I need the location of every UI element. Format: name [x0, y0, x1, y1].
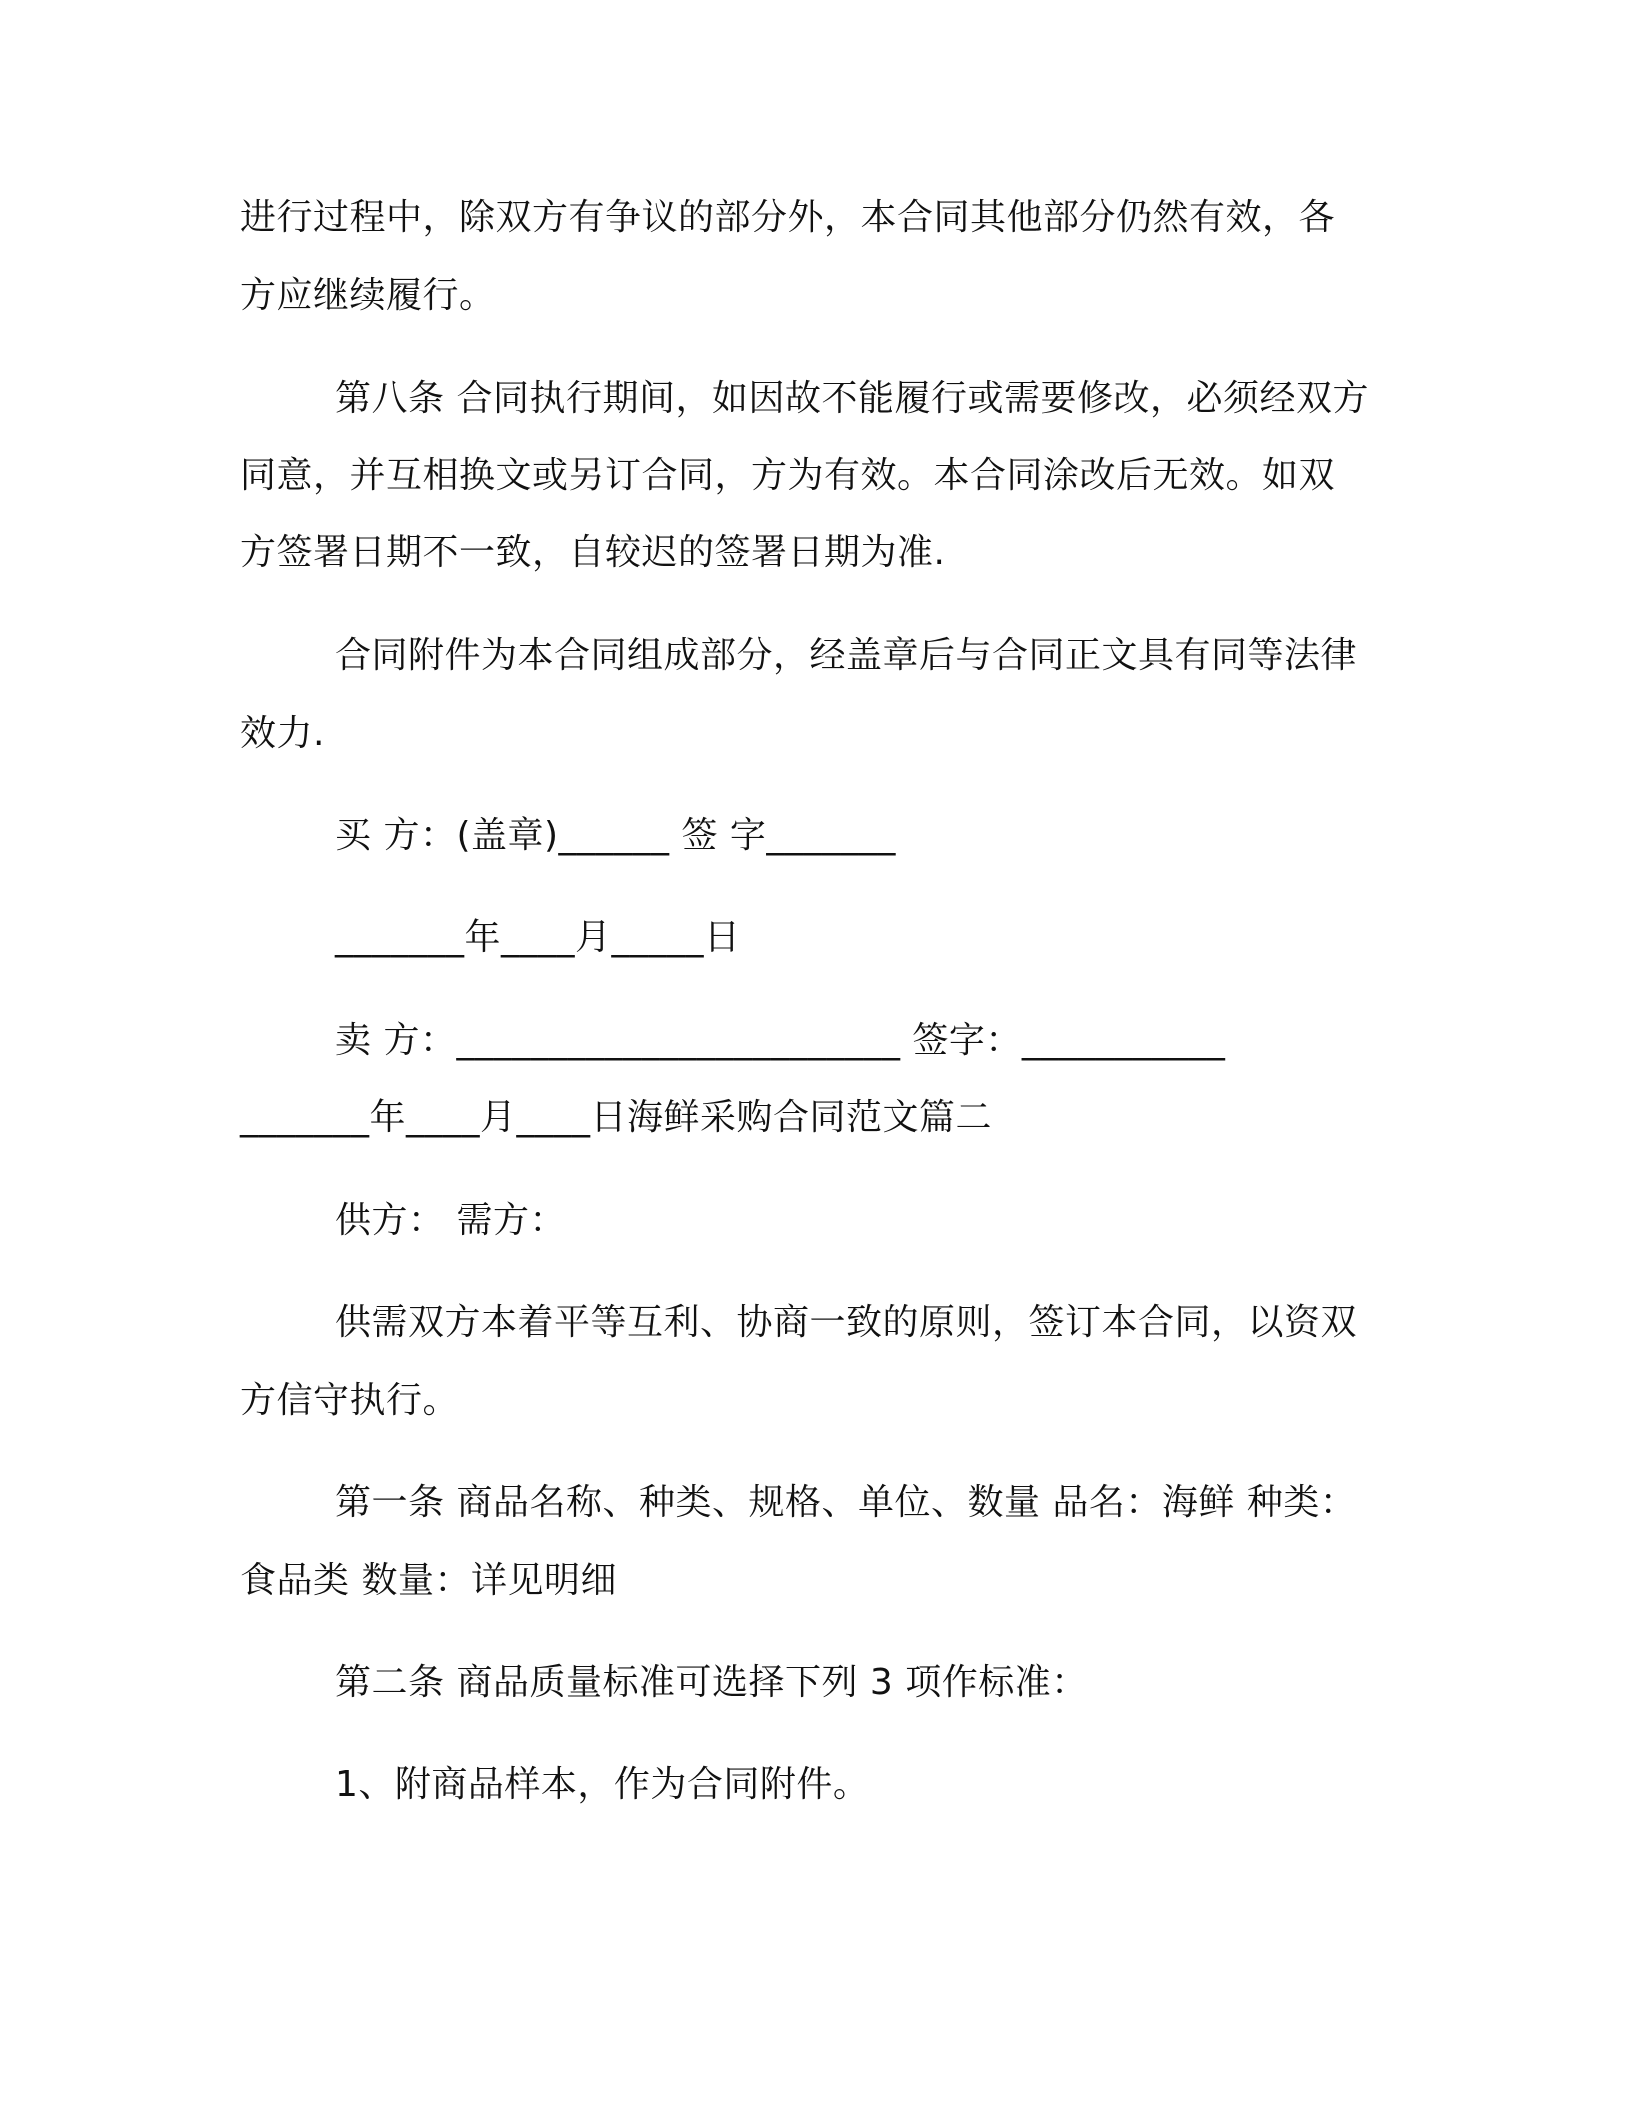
text-line: 进行过程中，除双方有争议的部分外，本合同其他部分仍然有效，各	[240, 197, 1336, 238]
buyer-date-line: _______年____月_____日	[335, 917, 741, 958]
article-8-heading-line: 第八条 合同执行期间，如因故不能履行或需要修改，必须经双方	[335, 378, 1369, 419]
buyer-signature-line: 买 方：(盖章)______ 签 字_______	[335, 815, 896, 856]
text-line: 效力.	[240, 713, 325, 754]
parties-line: 供方： 需方：	[335, 1200, 566, 1241]
text-line: 方信守执行。	[240, 1380, 460, 1421]
list-item-line: 1、附商品样本，作为合同附件。	[335, 1764, 870, 1805]
text-line: 供需双方本着平等互利、协商一致的原则，签订本合同，以资双	[335, 1302, 1358, 1343]
seller-date-and-title-line: _______年____月____日海鲜采购合同范文篇二	[240, 1097, 993, 1138]
text-line: 同意，并互相换文或另订合同，方为有效。本合同涂改后无效。如双	[240, 455, 1336, 496]
text-line: 方签署日期不一致，自较迟的签署日期为准.	[240, 532, 946, 573]
text-line: 方应继续履行。	[240, 275, 496, 316]
seller-signature-line: 卖 方：________________________ 签字：___________	[335, 1020, 1226, 1061]
article-2-heading-line: 第二条 商品质量标准可选择下列 3 项作标准：	[335, 1662, 1088, 1703]
article-1-heading-line: 第一条 商品名称、种类、规格、单位、数量 品名：海鲜 种类：	[335, 1482, 1357, 1523]
text-line: 合同附件为本合同组成部分，经盖章后与合同正文具有同等法律	[335, 635, 1358, 676]
text-line: 食品类 数量：详见明细	[240, 1560, 617, 1601]
